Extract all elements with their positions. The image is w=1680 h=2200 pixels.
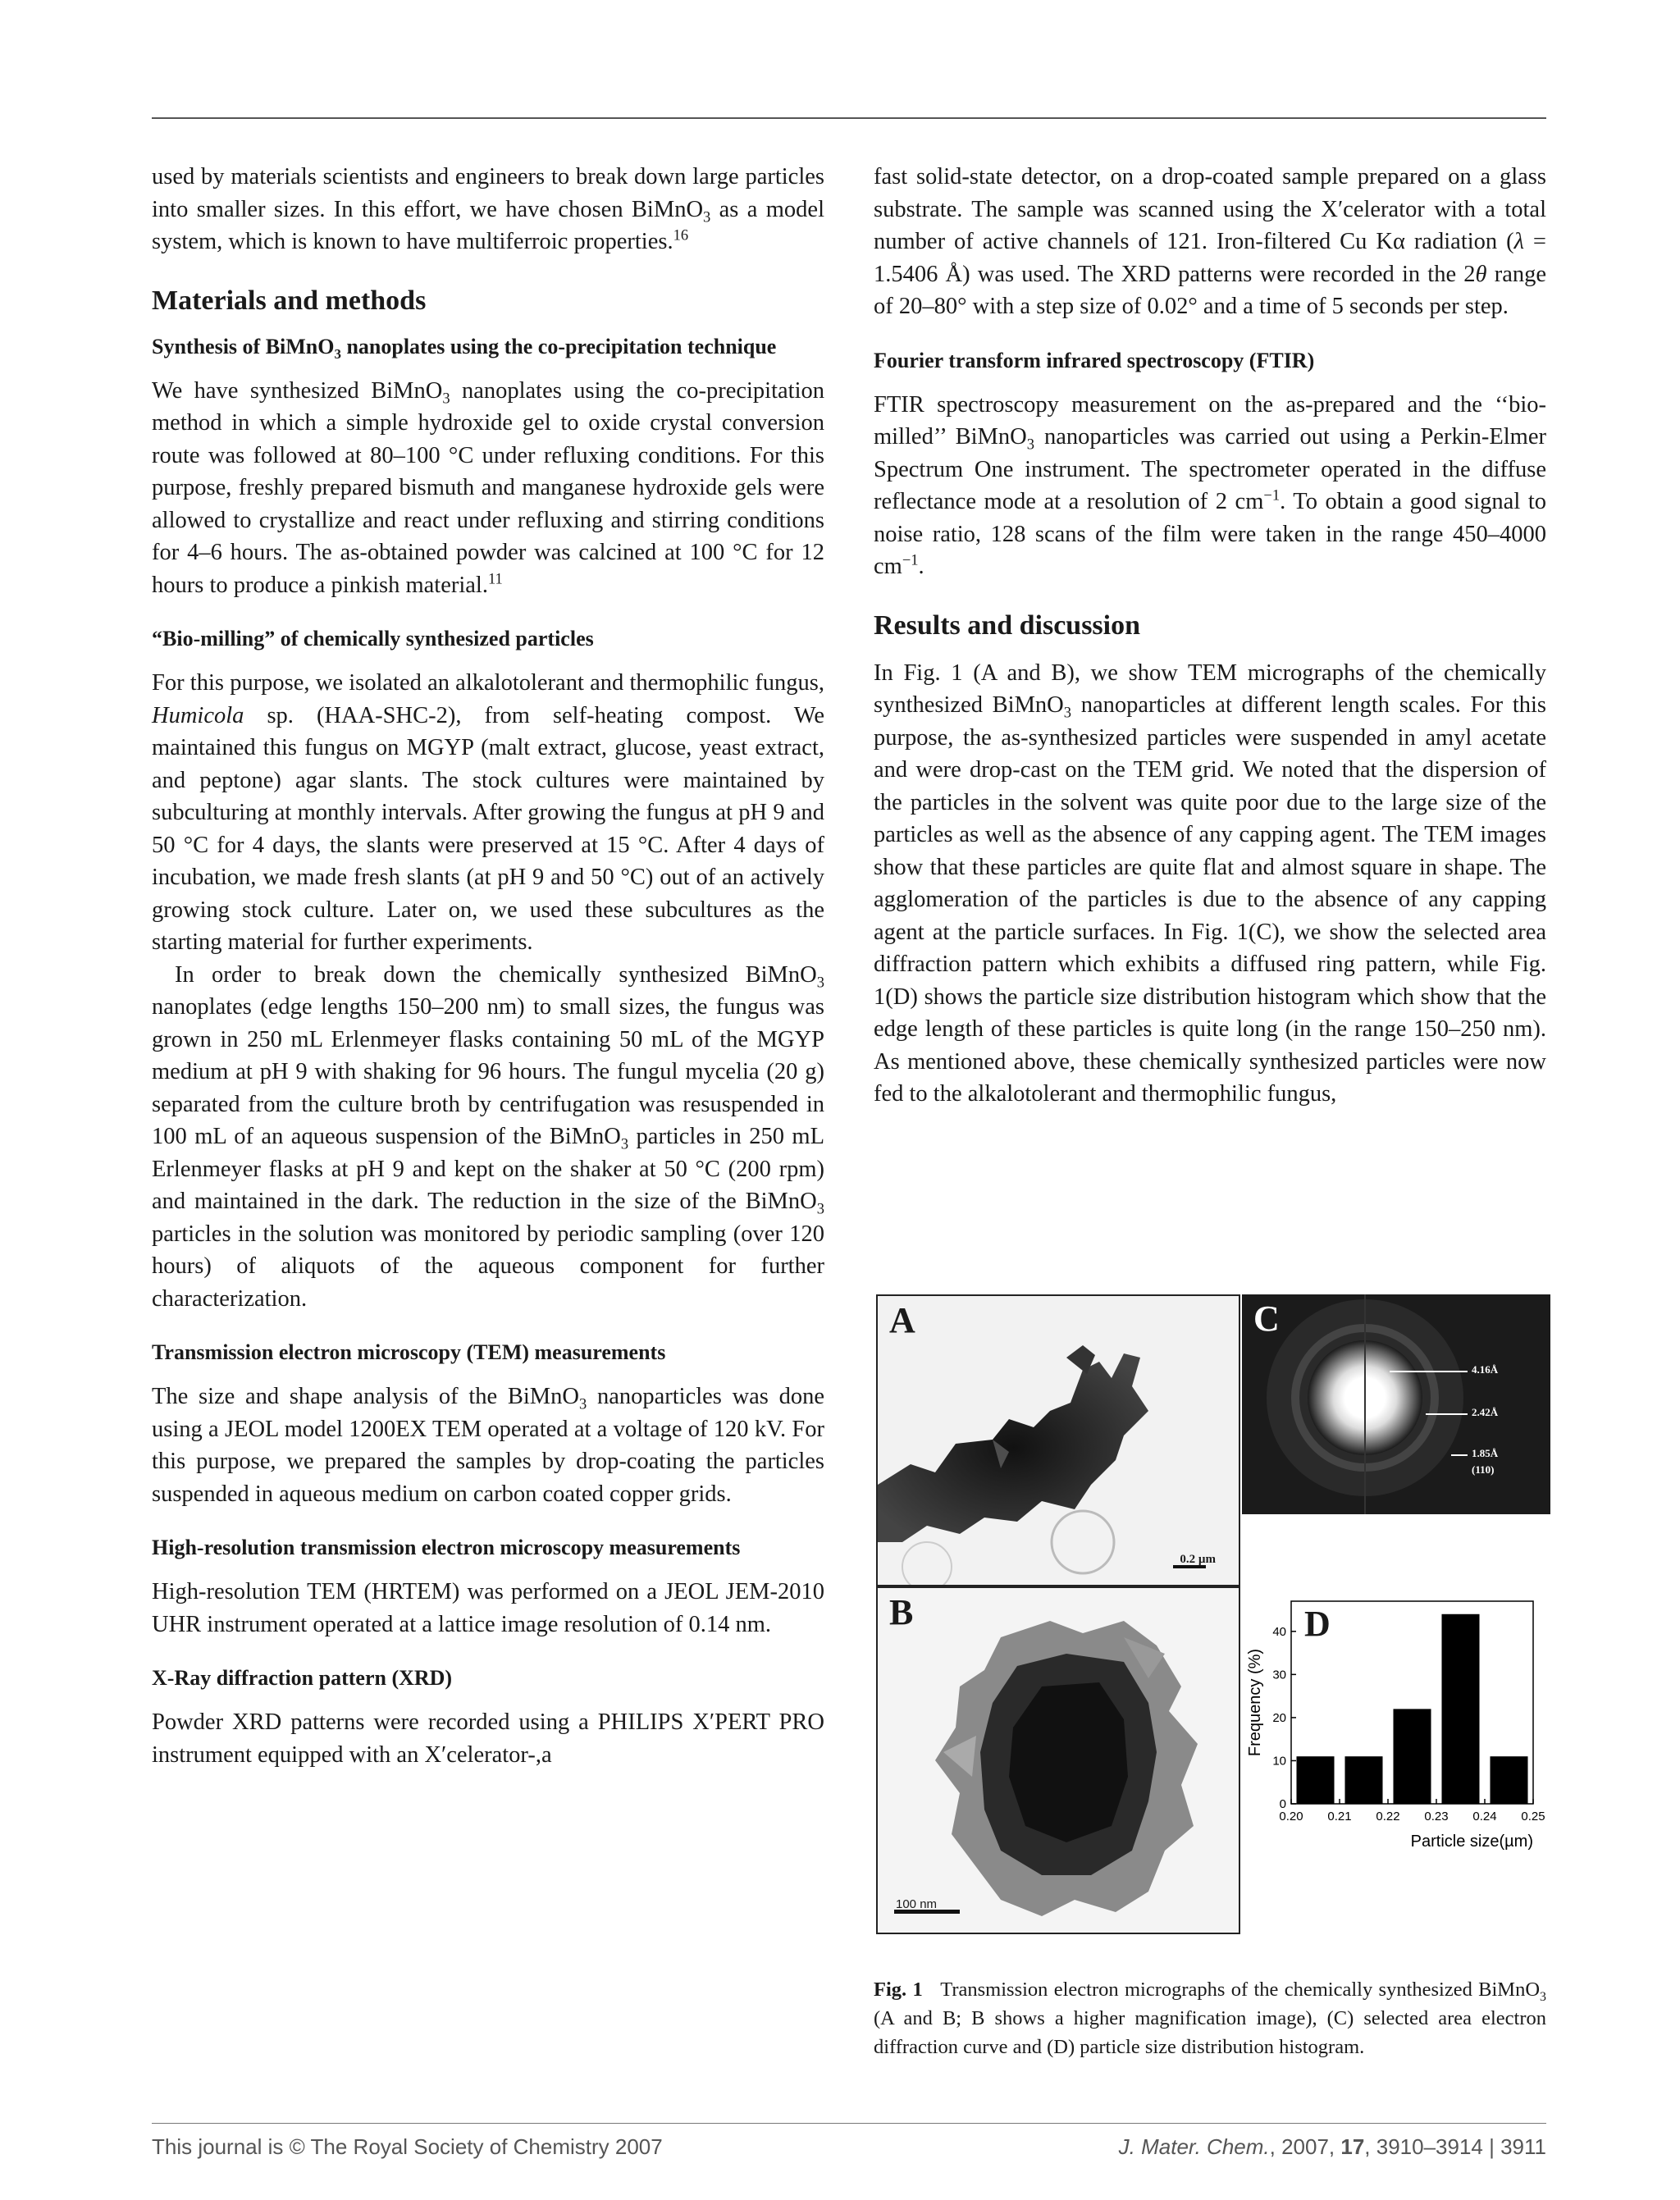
x-axis-label: Particle size(µm) [1410,1833,1533,1851]
subheading-hrtem: High-resolution transmission electron microscopy measurements [152,1536,741,1559]
ring-label-4: (110) [1472,1463,1495,1476]
y-axis-label: Frequency (%) [1246,1648,1264,1757]
xrd-paragraph: Powder XRD patterns were recorded using a PHILIPS X′PERT PRO instrument equipped with an X′celerator-,a [152,1709,824,1768]
synthesis-paragraph: We have synthesized BiMnO$_3$ nanoplates using the co-precipitation method in which a simple hydroxide gel to oxide crystal conversion route was followed at 80–100 °C under refluxing conditions. For this purpose, freshly prepared bismuth and manganese hydroxide gels were allowed to crystallize and react under refluxing and stirring conditions for 4–6 hours. The as-obtained powder was calcined at 100 °C for 12 hours to produce a pinkish material.$^{11}$ [152,377,825,598]
panel-b-label: B [889,1592,914,1632]
panel-a-label: A [889,1300,915,1340]
section-heading-materials: Materials and methods [152,285,427,316]
histogram-bar [1344,1756,1382,1804]
ftir-paragraph: FTIR spectroscopy measurement on the as-prepared and the ‘‘bio-milled’’ BiMnO$_3$ nanoparticles was carried out using a Perkin-Elmer Spectrum One instrument. The spectrometer operated in the diffuse reflectance mode at a resolution of 2 $cm^{-1}$. To obtain a good signal to noise ratio, 128 scans of the film were taken in the range 450–4000 $cm^{-1}$. [874,391,1547,579]
panel-c-diffraction [1242,1294,1550,1514]
biomilling-paragraph-2: In order to break down the chemically synthesized BiMnO$_3$ nanoplates (edge lengths 150–200 nm) to small sizes, the fungus was grown in 250 mL Erlenmeyer flasks containing 50 mL of the MGYP medium at pH 9 with shaking for 96 hours. The fungul mycelia (20 g) separated from the culture broth by centrifugation was resuspended in 100 mL of an aqueous suspension of the BiMnO$_3$ particles in 250 mL Erlenmeyer flasks at pH 9 and kept on the shaker at 50 °C (200 rpm) and maintained in the dark. The reduction in the size of the BiMnO$_3$ particles in the solution was monitored by periodic sampling (over 120 hours) of aliquots of the aqueous component for further characterization. [152,961,824,1312]
hrtem-paragraph: High-resolution TEM (HRTEM) was performed on a JEOL JEM-2010 UHR instrument operated at a lattice image resolution of 0.14 nm. [152,1579,824,1637]
subheading-tem: Transmission electron microscopy (TEM) measurements [152,1340,666,1364]
footer-right: J. Mater. Chem., 2007, 17, 3910–3914 | 3911 [1118,2134,1546,2159]
panel-c-label: C [1253,1299,1280,1339]
panel-a-micrograph [876,1294,1240,1586]
panel-b-micrograph [876,1586,1240,1934]
subheading-synthesis: Synthesis of BiMnO$_3$ nanoplates using the co-precipitation technique [152,334,777,362]
x-tick-label: 0.20 [1279,1810,1303,1823]
caption-text: Transmission electron micrographs of the chemically synthesized BiMnO$_3$ (A and B; B shows a higher magnification image), (C) selected area electron diffraction curve and (D) particle size distribution histogram. [874,1979,1546,2058]
panel-d-histogram [1242,1586,1550,1931]
results-paragraph: In Fig. 1 (A and B), we show TEM micrographs of the chemically synthesized BiMnO$_3$ nanoparticles at different length scales. For this purpose, the as-synthesized particles were suspended in amyl acetate and were drop-cast on the TEM grid. We noted that the dispersion of the particles in the solvent was quite poor due to the large size of the particles as well as the absence of any capping agent. The TEM images show that these particles are quite flat and almost square in shape. The agglomeration of the particles is due to the absence of any capping agent at the particle surfaces. In Fig. 1(C), we show the selected area diffraction pattern which exhibits a diffused ring pattern, while Fig. 1(D) shows the particle size distribution histogram which show that the edge length of these particles is quite long (in the range 150–250 nm). As mentioned above, these chemically synthesized particles were now fed to the alkalotolerant and thermophilic fungus, [874,660,1546,1107]
panel-b-scale-bar-label: 100 nm [896,1897,938,1911]
histogram-bar [1441,1614,1479,1804]
top-rule [152,117,1546,119]
y-tick-label: 20 [1272,1710,1286,1725]
figure-1 [876,1294,1550,1931]
tem-paragraph: The size and shape analysis of the BiMnO$_3$ nanoparticles was done using a JEOL model 1200EX TEM operated at a voltage of 120 kV. For this purpose, we prepared the samples by drop-coating the particles suspended in aqueous medium on carbon coated copper grids. [152,1384,824,1507]
ring-label-3: 1.85Å [1472,1447,1499,1459]
figure-caption [874,1975,1546,2061]
subheading-biomilling: “Bio-milling” of chemically synthesized particles [152,627,594,650]
x-tick-label: 0.22 [1376,1810,1400,1823]
caption-label: Fig. 1 [874,1979,923,2001]
intro-paragraph: used by materials scientists and engineers to break down large particles into smaller sizes. In this effort, we have chosen BiMnO$_3$ as a model system, which is known to have multiferroic properties.$^{16}$ [152,164,824,254]
subheading-xrd: X-Ray diffraction pattern (XRD) [152,1666,453,1690]
panel-a-image [878,1296,1239,1585]
panel-a-scale-bar-label: 0.2 µm [1180,1553,1216,1566]
x-tick-label: 0.23 [1424,1810,1449,1823]
y-tick-label: 30 [1272,1668,1286,1682]
y-tick-label: 10 [1272,1754,1286,1769]
y-tick-label: 0 [1279,1797,1286,1811]
ring-label-2: 2.42Å [1472,1406,1499,1418]
right-column [874,161,1546,1111]
histogram-bar [1296,1756,1334,1804]
footer-left: This journal is © The Royal Society of Chemistry 2007 [152,2134,663,2159]
panel-b-image [878,1588,1239,1933]
x-tick-label: 0.21 [1327,1810,1352,1823]
xrd-continued-paragraph: fast solid-state detector, on a drop-coated sample prepared on a glass substrate. The sample was scanned using the X′celerator with a total number of active channels of 121. Iron-filtered Cu Kα radiation (λ = 1.5406 Å) was used. The XRD patterns were recorded in the 2θ range of 20–80° with a step size of 0.02° and a time of 5 seconds per step. [874,164,1546,319]
x-tick-label: 0.24 [1472,1810,1497,1823]
subheading-ftir: Fourier transform infrared spectroscopy (FTIR) [874,348,1315,372]
left-column [152,161,824,1771]
histogram-chart [1242,1586,1550,1931]
section-heading-results: Results and discussion [874,609,1141,641]
y-tick-label: 40 [1272,1624,1286,1639]
x-tick-label: 0.25 [1521,1810,1545,1823]
histogram-bar [1393,1709,1431,1804]
panel-d-label: D [1304,1604,1331,1644]
histogram-bar [1490,1756,1527,1804]
panel-c-image [1242,1294,1550,1514]
biomilling-paragraph-1: For this purpose, we isolated an alkalotolerant and thermophilic fungus, Humicola sp. (HAA-SHC-2), from self-heating compost. We maintained this fungus on MGYP (malt extract, glucose, yeast extract, and peptone) agar slants. The stock cultures were maintained by subculturing at monthly intervals. After growing the fungus at pH 9 and 50 °C for 4 days, the slants were preserved at 15 °C. After 4 days of incubation, we made fresh slants (at pH 9 and 50 °C) out of an actively growing stock culture. Later on, we used these subcultures as the starting material for further experiments. [152,670,824,955]
bottom-rule [152,2123,1546,2124]
ring-label-1: 4.16Å [1472,1363,1499,1376]
